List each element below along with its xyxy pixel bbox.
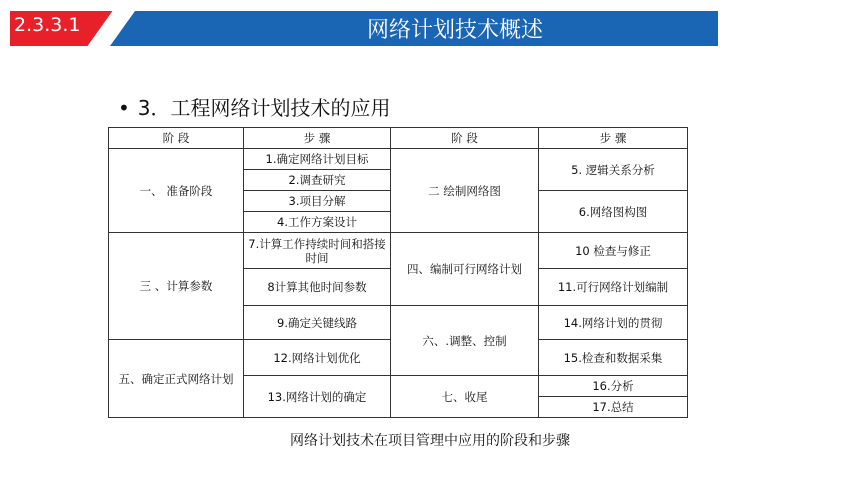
step-cell: 3.项目分解 xyxy=(244,191,391,212)
stage-cell: 四、编制可行网络计划 xyxy=(391,233,539,306)
section-number: 2.3.3.1 xyxy=(14,14,81,36)
table-header-row xyxy=(109,128,688,149)
step-cell: 8计算其他时间参数 xyxy=(244,269,391,306)
stage-cell: 二 绘制网络图 xyxy=(391,149,539,233)
stage-cell: 六、.调整、控制 xyxy=(391,306,539,376)
step-cell: 1.确定网络计划目标 xyxy=(244,149,391,170)
stages-table xyxy=(108,127,688,418)
step-cell: 17.总结 xyxy=(539,397,688,418)
header-cell: 步 骤 xyxy=(539,128,688,149)
heading-text: 3．工程网络计划技术的应用 xyxy=(137,96,391,120)
step-cell: 2.调查研究 xyxy=(244,170,391,191)
stage-cell: 一、 准备阶段 xyxy=(109,149,244,233)
header-cell: 阶 段 xyxy=(391,128,539,149)
step-cell: 11.可行网络计划编制 xyxy=(539,269,688,306)
step-cell: 9.确定关键线路 xyxy=(244,306,391,340)
step-cell: 16.分析 xyxy=(539,376,688,397)
stage-cell: 七、收尾 xyxy=(391,376,539,418)
step-cell: 6.网络图构图 xyxy=(539,191,688,233)
step-cell: 5. 逻辑关系分析 xyxy=(539,149,688,191)
bullet-icon: • xyxy=(118,96,130,120)
step-cell: 14.网络计划的贯彻 xyxy=(539,306,688,340)
header-cell: 阶 段 xyxy=(109,128,244,149)
step-cell: 15.检查和数据采集 xyxy=(539,340,688,376)
stage-cell: 三 、计算参数 xyxy=(109,233,244,340)
table-caption: 网络计划技术在项目管理中应用的阶段和步骤 xyxy=(290,433,570,449)
step-cell: 10 检查与修正 xyxy=(539,233,688,269)
step-cell: 12.网络计划优化 xyxy=(244,340,391,376)
step-cell: 4.工作方案设计 xyxy=(244,212,391,233)
stage-cell: 五、确定正式网络计划 xyxy=(109,340,244,418)
page-title: 网络计划技术概述 xyxy=(366,18,543,43)
table-row xyxy=(109,233,688,269)
step-cell: 13.网络计划的确定 xyxy=(244,376,391,418)
table-row xyxy=(109,149,688,170)
step-cell: 7.计算工作持续时间和搭接时间 xyxy=(244,233,391,269)
section-heading xyxy=(118,92,391,121)
header-cell: 步 骤 xyxy=(244,128,391,149)
